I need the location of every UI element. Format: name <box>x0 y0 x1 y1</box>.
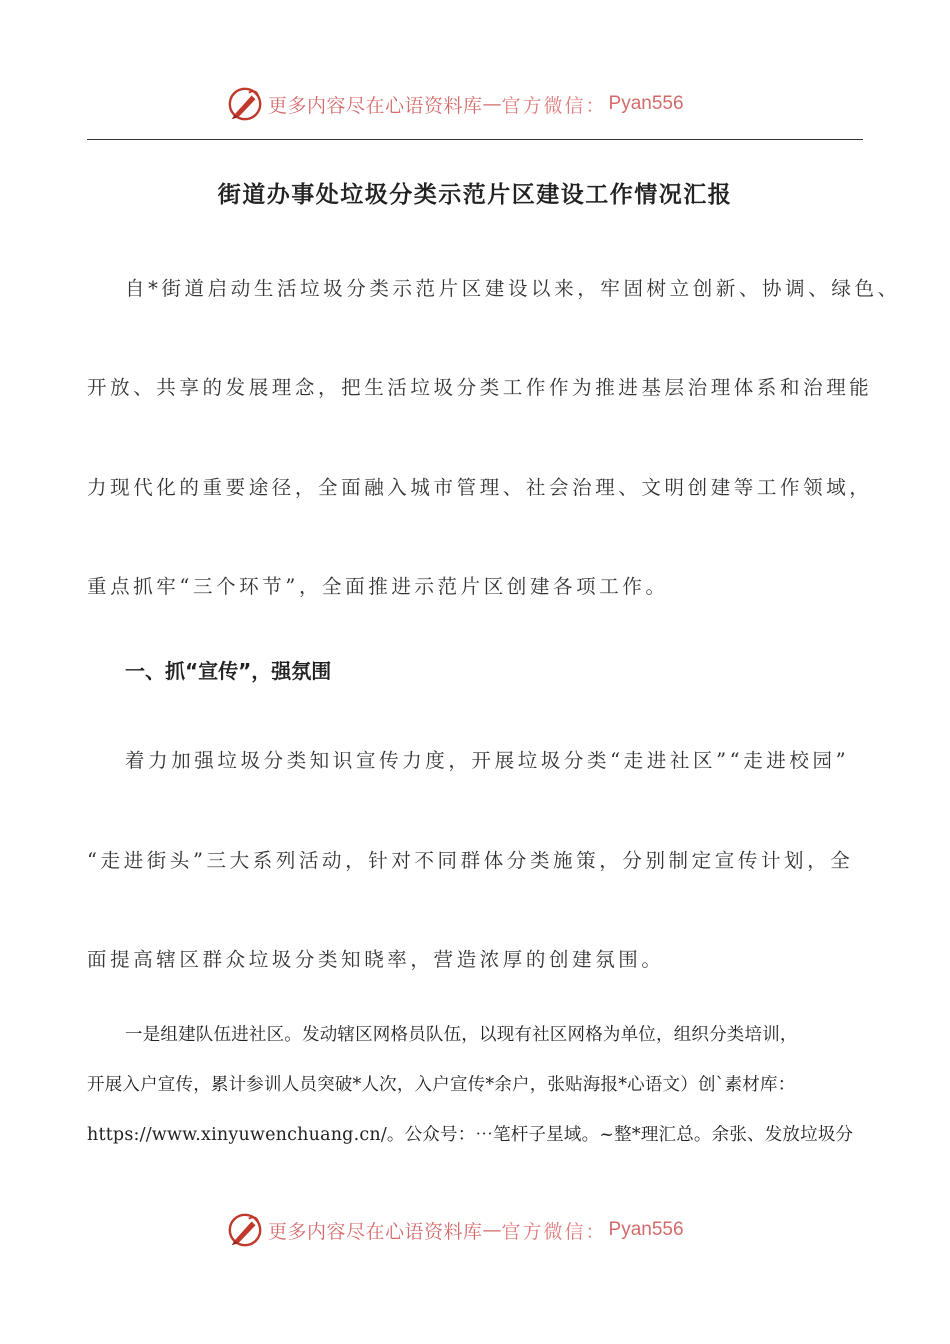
banner-wechat-label: 官方微信： <box>501 1220 607 1243</box>
header-divider <box>87 139 863 140</box>
section-1-line-3: 面提高辖区群众垃圾分类知晓率，营造浓厚的创建氛围。 <box>87 948 665 971</box>
banner-wechat-label: 官方微信： <box>501 94 607 117</box>
intro-line-2: 开放、共享的发展理念，把生活垃圾分类工作作为推进基层治理体系和治理能 <box>87 376 873 399</box>
banner-main-text: 更多内容尽在心语资料库 <box>268 1220 483 1243</box>
banner-wechat-id: Pyan556 <box>608 1219 684 1240</box>
section-1-line-1: 着力加强垃圾分类知识宣传力度，开展垃圾分类“走进社区”“走进校园” <box>125 749 850 772</box>
document-title: 街道办事处垃圾分类示范片区建设工作情况汇报 <box>217 182 733 208</box>
item-1-line-1: 一是组建队伍进社区。发动辖区网格员队伍，以现有社区网格为单位，组织分类培训， <box>125 1025 798 1045</box>
pen-logo-icon <box>226 85 264 123</box>
intro-line-3: 力现代化的重要途径，全面融入城市管理、社会治理、文明创建等工作领域， <box>87 476 873 499</box>
banner-main-text: 更多内容尽在心语资料库 <box>268 94 483 117</box>
item-1-line-2: 开展入户宣传，累计参训人员突破*人次，入户宣传*余户，张贴海报*心语文）创`素材库： <box>87 1075 796 1095</box>
header-watermark <box>0 84 950 124</box>
pen-logo-icon <box>226 1211 264 1249</box>
intro-line-1: 自*街道启动生活垃圾分类示范片区建设以来，牢固树立创新、协调、绿色、 <box>125 277 901 300</box>
item-1-line-3: https://www.xinyuwenchuang.cn/。公众号：⋯笔杆子星域。~整*理汇总。余张、发放垃圾分 <box>87 1125 854 1145</box>
footer-watermark <box>0 1210 950 1250</box>
banner-wechat-id: Pyan556 <box>608 93 684 114</box>
section-1-line-2: “走进街头”三大系列活动，针对不同群体分类施策，分别制定宣传计划，全 <box>87 849 854 872</box>
banner-dash: — <box>482 1219 502 1241</box>
intro-line-4: 重点抓牢“三个环节”，全面推进示范片区创建各项工作。 <box>87 575 669 598</box>
section-1-heading: 一、抓“宣传”，强氛围 <box>125 659 332 683</box>
banner-dash: — <box>482 93 502 115</box>
